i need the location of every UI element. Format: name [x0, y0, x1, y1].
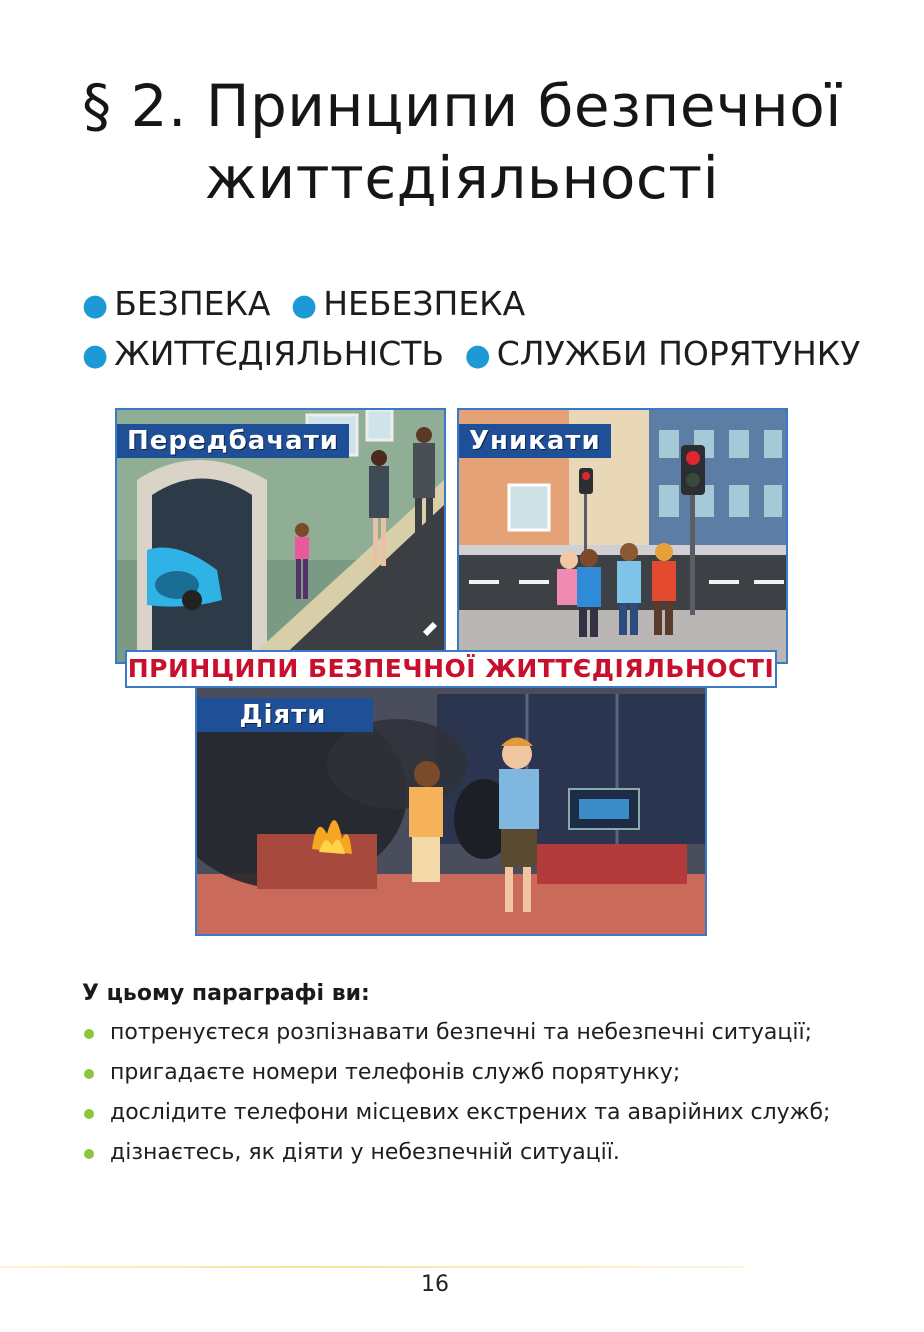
goal-item — [82, 1018, 842, 1048]
label-act: Діяти — [195, 698, 373, 732]
goals-title: У цьому параграфі ви: — [82, 981, 370, 1006]
bullet-dot-icon — [84, 1109, 94, 1119]
label-foresee: Передбачати — [117, 424, 349, 458]
illustration-avoid — [457, 408, 788, 664]
bullet-dot-icon — [84, 1069, 94, 1079]
principles-banner: ПРИНЦИПИ БЕЗПЕЧНОЇ ЖИТТЄДІЯЛЬНОСТІ — [125, 650, 777, 688]
page-number: 16 — [421, 1272, 449, 1297]
page-title — [0, 70, 924, 214]
label-avoid: Уникати — [459, 424, 611, 458]
bullet-dot-icon: ● — [464, 338, 491, 373]
goal-item — [82, 1058, 842, 1088]
bullet-dot-icon — [84, 1149, 94, 1159]
goal-text: потренуєтеся розпізнавати безпечні та небезпечні ситуації; — [110, 1020, 812, 1045]
keywords — [82, 280, 860, 380]
illustration-act — [195, 672, 707, 936]
title-line-1: § 2. Принципи безпечної — [82, 72, 842, 140]
bullet-dot-icon — [84, 1029, 94, 1039]
keyword: СЛУЖБИ ПОРЯТУНКУ — [496, 334, 861, 373]
goal-text: пригадаєте номери телефонів служб порятунку; — [110, 1060, 681, 1085]
paragraph-goals — [82, 978, 842, 1178]
keyword: ЖИТТЄДІЯЛЬНІСТЬ — [114, 334, 445, 373]
goal-item — [82, 1138, 842, 1168]
keywords-line-2 — [82, 330, 860, 380]
keyword: НЕБЕЗПЕКА — [323, 284, 526, 323]
keyword: БЕЗПЕКА — [114, 284, 271, 323]
goal-text: дізнаєтесь, як діяти у небезпечній ситуації. — [110, 1140, 620, 1165]
footer-divider — [0, 1266, 744, 1268]
keywords-line-1 — [82, 280, 860, 330]
bullet-dot-icon: ● — [291, 288, 318, 323]
goal-text: дослідите телефони місцевих екстрених та аварійних служб; — [110, 1100, 831, 1125]
goal-item — [82, 1098, 842, 1128]
bullet-dot-icon: ● — [82, 288, 109, 323]
illustration-foresee — [115, 408, 446, 664]
bullet-dot-icon: ● — [82, 338, 109, 373]
title-line-2: життєдіяльності — [204, 144, 720, 212]
